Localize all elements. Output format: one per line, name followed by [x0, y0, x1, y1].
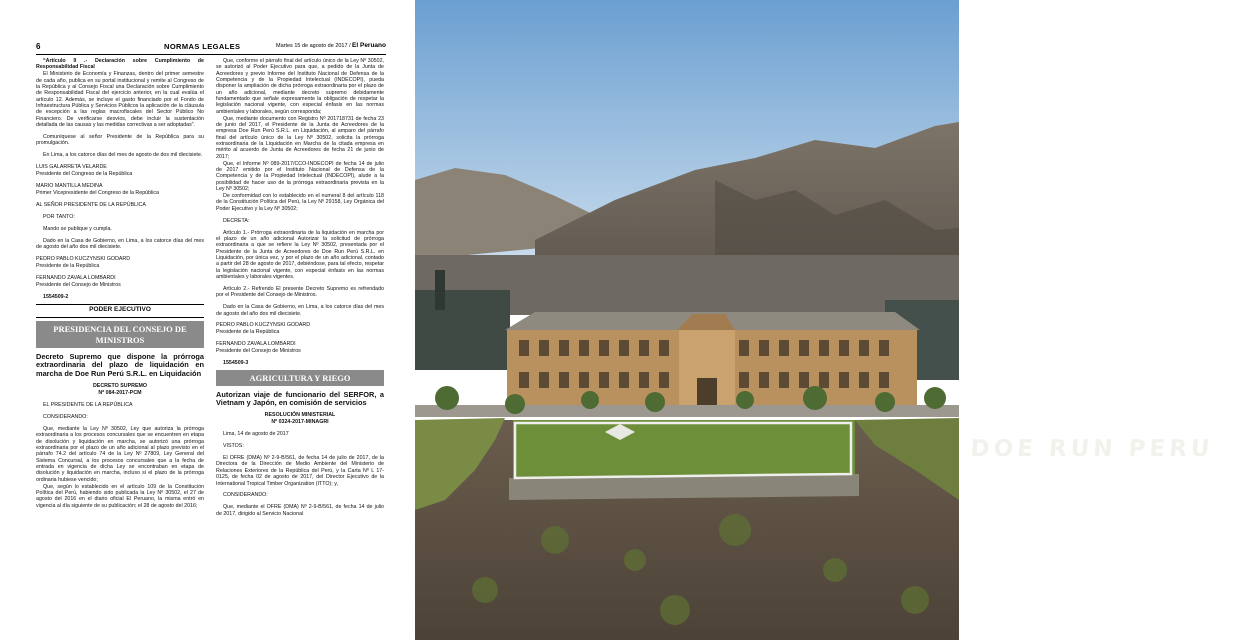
ministry-banner: AGRICULTURA Y RIEGO: [216, 370, 384, 386]
header-rule: [36, 54, 386, 55]
mando-text: Mando se publique y cumpla.: [43, 225, 112, 232]
resolution-title: Autorizan viaje de funcionario del SERFOR, a Vietnam y Japón, en comisión de servicios: [216, 389, 384, 407]
smokestack: [435, 270, 445, 310]
resolution-date: Lima, 14 de agosto de 2017: [223, 431, 289, 438]
signatory-role: Presidente del Consejo de Ministros: [36, 281, 121, 288]
column-right: [216, 58, 384, 518]
considerando-heading: CONSIDERANDO:: [223, 492, 268, 499]
signatory-name: PEDRO PABLO KUCZYNSKI GODARD: [216, 322, 311, 329]
decree-number: Nº 084-2017-PCM: [98, 390, 142, 397]
president-heading: EL PRESIDENTE DE LA REPÚBLICA: [43, 402, 133, 409]
decree-title: Decreto Supremo que dispone la prórroga extraordinaria del plazo de liquidación en marcha de Doe Run Perú S.R.L. en Liquidación: [36, 352, 204, 378]
article9-body: El Ministerio de Economía y Finanzas, dentro del primer semestre de cada año, publica en su portal institucional y remite al Congreso de la República y al Consejo Fiscal una Declaración sobre Cumplimiento de Responsabilidad Fiscal del ejercicio anterior, en la cual evalúa el artículo 12. Además, se incluye el gasto financiado por el Fondo de Infraestructura Pública y Servicios Públicos la aplicación de la cláusula de excepción a las reglas macrofiscales del Sector Público No Financiero. De verificarse desvíos, debe incluir la sustentación detallada de las causas y las medidas correctivas a ser adoptadas”.: [36, 71, 204, 129]
section-rule: [36, 317, 204, 318]
body-paragraph: De conformidad con lo establecido en el numeral 8 del artículo 118 de la Constitución Política del Perú, la Ley Nº 29158, Ley Orgánica del Poder Ejecutivo y la Ley Nº 30502;: [216, 193, 384, 212]
photo-scene: [415, 0, 959, 640]
building-door: [697, 378, 717, 408]
publication-name: El Peruano: [352, 42, 386, 49]
dado-text: Dado en la Casa de Gobierno, en Lima, a los catorce días del mes de agosto del año dos mil diecisiete.: [216, 304, 384, 317]
comuniquese-text: Comuníquese al señor Presidente de la República para su promulgación.: [36, 133, 204, 147]
page-divider: [408, 0, 415, 640]
decree-label: DECRETO SUPREMO: [92, 383, 148, 390]
body-paragraph: Que, conforme el párrafo final del artículo único de la Ley Nº 30502, se autorizó al Poder Ejecutivo para que, a pedido de la Junta de Acreedores y previo Informe del Instituto Nacional de Defensa de la Competencia y de la Propiedad Intelectual (INDECOPI), pueda disponer la ampliación de dicha prórroga extraordinaria por el plazo de un año adicional, mediante decreto supremo debidamente fundamentado que señale expresamente la obligación de respetar la legislación nacional vigente, con especial énfasis en las normas ambientales y laborales, según corresponda;: [216, 58, 384, 115]
column-left: [36, 58, 204, 510]
smelter-structure: [415, 290, 510, 370]
section-title: NORMAS LEGALES: [164, 42, 241, 51]
page-number: 6: [36, 42, 41, 51]
page-header: [36, 42, 386, 53]
signatory-name: LUIS GALARRETA VELARDE: [36, 164, 107, 171]
doe-run-photo: [415, 0, 1215, 640]
doe-run-sign-text: DOE RUN PERU: [969, 436, 1215, 462]
signatory-name: MARIO MANTILLA MEDINA: [36, 183, 103, 190]
resolution-number: Nº 0324-2017-MINAGRI: [271, 419, 329, 426]
signatory-role: Presidente de la República: [216, 329, 280, 336]
header-date: Martes 15 de agosto de 2017 /: [276, 43, 351, 49]
signatory-name: FERNANDO ZAVALA LOMBARDI: [216, 341, 296, 348]
por-tanto-text: POR TANTO:: [43, 213, 75, 220]
document-code: 1554509-3: [223, 360, 249, 367]
lima-date-text: En Lima, a los catorce días del mes de agosto de dos mil diecisiete.: [43, 152, 203, 159]
resolution-label: RESOLUCIÓN MINISTERIAL: [264, 412, 336, 419]
dado-text: Dado en la Casa de Gobierno, en Lima, a los catorce días del mes de agosto del año dos mil diecisiete.: [36, 237, 204, 251]
article1-text: Artículo 1.- Prórroga extraordinaria de la liquidación en marcha por el plazo de un año adicional Autorizar la solicitud de prórroga extraordinaria a que se refiere la Ley Nº 30502, presentada por el Presidente de la Junta de Acreedores de Doe Run Perú S.R.L. en Liquidación, por única vez, y por el plazo de un año adicional, contado a partir del 28 de agosto de 2017, debiéndose, para tal efecto, respetar la legislación nacional vigente, con especial énfasis en las normas ambientales y laborales vigentes.: [216, 229, 384, 280]
decreta-heading: DECRETA:: [223, 217, 250, 224]
body-paragraph: Que, mediante documento con Registro Nº 201718731 de fecha 23 de junio del 2017, el Presidente de la Junta de Acreedores de la empresa Doe Run Perú S.R.L. en Liquidación, al amparo del párrafo final del artículo único de la Ley Nº 30502, solicita la prórroga extraordinaria de la Liquidación en Marcha de la citada empresa en mérito al acuerdo de Junta de Acreedores de fecha 21 de junio de 2017;: [216, 115, 384, 160]
considerando-paragraph: Que, según lo establecido en el artículo 109 de la Constitución Política del Perú, habiendo sido publicada la Ley Nº 30502, el 27 de agosto del 2016 en el diario oficial El Peruano, la misma entró en vigencia al día siguiente de su publicación; el 28 de agosto del 2016;: [36, 483, 204, 509]
signatory-role: Presidente del Consejo de Ministros: [216, 348, 301, 355]
signatory-name: PEDRO PABLO KUCZYNSKI GODARD: [36, 256, 131, 263]
sign-lawn: [513, 420, 855, 482]
signatory-name: FERNANDO ZAVALA LOMBARDI: [36, 274, 116, 281]
vistos-paragraph: El OFRE (DMA) Nº 2-9-B/561, de fecha 14 de julio de 2017, de la Directora de la Dirección de Medio Ambiente del Ministerio de Relaciones Exteriores de la República del Perú, y la Carta Nº L 17-0125, de fecha 02 de agosto de 2017, del Director Ejecutivo de la International Tropical Timber Organization (ITTO); y,: [216, 455, 384, 487]
article2-text: Artículo 2.- Refrendo El presente Decreto Supremo es refrendado por el Presidente del Consejo de Ministros.: [216, 285, 384, 299]
considerando-paragraph: Que, mediante el OFRE (DMA) Nº 2-9-B/561, de fecha 14 de julio de 2017, dirigido al Servicio Nacional: [216, 504, 384, 517]
considerando-paragraph: Que, mediante la Ley Nº 30502, Ley que autoriza la prórroga extraordinaria a los procesos concursales que se encuentren en etapa de disolución y liquidación en marcha, se autorizó una prórroga extraordinaria por el plazo de un año adicional al plazo previsto en el párrafo 74.2 del artículo 74 de la Ley Nº 27809, Ley General del Sistema Concursal, a los procesos concursales que a la fecha de entrada en vigencia de dicha Ley se encontraban en etapa de disolución y liquidación en marcha, incluso si el plazo de la prórroga ordinaria hubiese vencido;: [36, 426, 204, 483]
document-code: 1554509-2: [43, 293, 69, 300]
considerando-heading: CONSIDERANDO:: [43, 414, 88, 421]
vistos-heading: VISTOS:: [223, 443, 244, 450]
addressee-text: AL SEÑOR PRESIDENTE DE LA REPÚBLICA: [36, 201, 146, 208]
body-paragraph: Que, el Informe Nº 089-2017/CCO-INDECOPI de fecha 14 de julio de 2017 emitido por el Instituto Nacional de Defensa de la Competencia y de la Propiedad Intelectual (INDECOPI), alude a la posibilidad de hacer uso de la prórroga extraordinaria prevista en la Ley Nº 30502;: [216, 160, 384, 193]
signatory-role: Primer Vicepresidente del Congreso de la República: [36, 190, 159, 196]
signatory-role: Presidente de la República: [36, 262, 100, 269]
signatory-role: Presidente del Congreso de la República: [36, 171, 133, 178]
poder-ejecutivo-heading: PODER EJECUTIVO: [89, 305, 151, 313]
newspaper-page: [0, 0, 408, 640]
article9-title: “Artículo 9 .- Declaración sobre Cumplimiento de Responsabilidad Fiscal: [36, 58, 204, 71]
ministry-banner: PRESIDENCIA DEL CONSEJO DE MINISTROS: [36, 321, 204, 348]
section-rule: [36, 304, 204, 305]
